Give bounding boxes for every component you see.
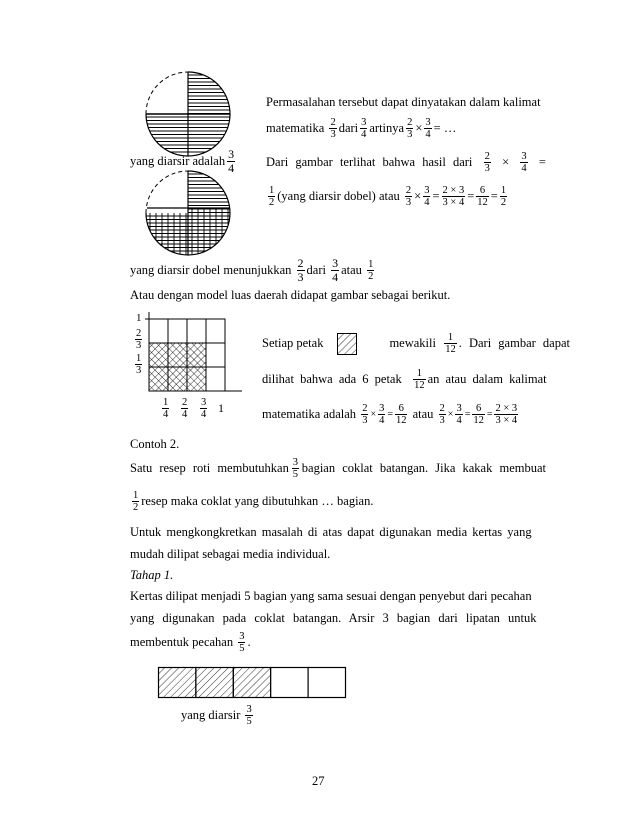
y-axis-one-third: $\frac{1}{3}$ — [136, 353, 142, 376]
fraction: $\frac{2 \times 3}{3 \times 4}$ — [495, 403, 518, 426]
circle-three-quarters — [145, 71, 231, 157]
circle-double-shaded — [145, 170, 231, 256]
folded-paper-bar — [158, 667, 346, 699]
step-line3: membentuk pecahan $\frac{3}{5}$ . — [130, 631, 251, 654]
double-shaded-line: yang diarsir dobel menunjukkan $\frac{2}{3}$ dari $\frac{3}{4}$ atau $\frac{1}{2}$ — [130, 256, 374, 284]
fraction: $\frac{6}{12}$ — [473, 403, 484, 426]
fraction: $\frac{1}{2}$ — [133, 490, 139, 513]
fraction: $\frac{3}{4}$ — [521, 151, 527, 174]
step-heading: Tahap 1. — [130, 568, 174, 582]
fraction: $\frac{3}{4}$ — [228, 147, 235, 175]
step-line2: yang digunakan pada coklat batangan. Arsir 3 bagian dari lipatan untuk — [130, 611, 537, 625]
block1-line4: $\frac{1}{2}$ (yang diarsir dobel) atau $\frac{2}{3}$ × $\frac{3}{4}$ = $\frac{2 \times 3}{3 \times 4}$ = $\frac{6}{12}$ = $\frac{1}{2}$ — [269, 185, 507, 208]
block1-line1: Permasalahan tersebut dapat dinyatakan dalam kalimat — [266, 95, 541, 109]
fraction: $\frac{1}{12}$ — [414, 368, 425, 391]
fraction: $\frac{1}{2}$ — [269, 185, 275, 208]
area-model-intro: Atau dengan model luas daerah didapat gambar sebagai berikut. — [130, 288, 451, 302]
recipe-line1: Satu resep roti membutuhkan $\frac{3}{5}$ bagian coklat batangan. Jika kakak membuat — [130, 457, 546, 480]
fraction: $\frac{2}{3}$ — [297, 256, 304, 284]
fraction: $\frac{1}{2}$ — [500, 185, 507, 208]
fraction: $\frac{6}{12}$ — [477, 185, 488, 208]
fraction: $\frac{2}{3}$ — [439, 403, 445, 426]
fraction: $\frac{2}{3}$ — [362, 403, 368, 426]
example-heading: Contoh 2. — [130, 437, 180, 451]
x-axis-three-quarters: $\frac{3}{4}$ — [201, 397, 207, 420]
y-axis-one: 1 — [136, 312, 142, 324]
bar-label: yang diarsir $\frac{3}{5}$ — [181, 704, 252, 727]
bar-part-shaded — [159, 668, 196, 698]
y-axis-two-thirds: $\frac{2}{3}$ — [136, 328, 142, 351]
block1-line2: matematika $\frac{2}{3}$ dari $\frac{3}{4}$ artinya $\frac{2}{3}$ × $\frac{3}{4}$ = … — [266, 117, 457, 140]
fraction: $\frac{3}{4}$ — [361, 117, 367, 140]
fraction: $\frac{1}{12}$ — [445, 332, 456, 355]
circle-label: yang diarsir adalah $\frac{3}{4}$ — [130, 147, 235, 175]
fraction: $\frac{3}{5}$ — [239, 631, 245, 654]
x-axis-one: 1 — [218, 401, 224, 415]
media-line2: mudah dilipat sebagai media individual. — [130, 547, 331, 561]
bar-part-empty — [308, 668, 345, 698]
block2-line2: dilihat bahwa ada 6 petak $\frac{1}{12}$ an atau dalam kalimat — [262, 368, 547, 391]
x-axis-two-quarters: $\frac{2}{4}$ — [182, 397, 188, 420]
fraction: $\frac{3}{4}$ — [332, 256, 339, 284]
media-line1: Untuk mengkongkretkan masalah di atas dapat digunakan media kertas yang — [130, 525, 532, 539]
fraction: $\frac{3}{5}$ — [292, 457, 298, 480]
bar-part-empty — [271, 668, 308, 698]
x-axis-one-quarter: $\frac{1}{4}$ — [163, 397, 169, 420]
fraction: $\frac{2}{3}$ — [330, 117, 336, 140]
block2-line3: matematika adalah $\frac{2}{3}$ × $\frac{3}{4}$ = $\frac{6}{12}$ atau $\frac{2}{3}$ × $\frac{3}{4}$ = $\frac{6}{12}$ = $\frac{2 \times 3}{3 \times 4}$ — [262, 403, 518, 426]
fraction: $\frac{2}{3}$ — [484, 151, 490, 174]
bar-part-shaded — [233, 668, 270, 698]
bar-part-shaded — [196, 668, 233, 698]
fraction: $\frac{3}{4}$ — [425, 117, 431, 140]
area-model-grid — [130, 310, 260, 420]
block2-line1: Setiap petak mewakili $\frac{1}{12}$ . Dari gambar dapat — [262, 332, 570, 355]
page-number: 27 — [312, 774, 325, 788]
fraction: $\frac{3}{5}$ — [246, 704, 252, 727]
fraction: $\frac{3}{4}$ — [456, 403, 462, 426]
fraction: $\frac{6}{12}$ — [395, 403, 407, 426]
fraction: $\frac{3}{4}$ — [379, 403, 385, 426]
fraction: $\frac{2}{3}$ — [405, 185, 412, 208]
step-line1: Kertas dilipat menjadi 5 bagian yang sama sesuai dengan penyebut dari pecahan — [130, 589, 532, 603]
fraction: $\frac{2}{3}$ — [407, 117, 413, 140]
block1-line3: Dari gambar terlihat bahwa hasil dari $\frac{2}{3}$ × $\frac{3}{4}$ = — [266, 151, 546, 174]
recipe-line2: $\frac{1}{2}$ resep maka coklat yang dibutuhkan … bagian. — [133, 490, 374, 513]
fraction: $\frac{2 \times 3}{3 \times 4}$ — [442, 185, 465, 208]
fraction: $\frac{3}{4}$ — [424, 185, 430, 208]
single-cell-icon — [337, 333, 357, 355]
fraction: $\frac{1}{2}$ — [368, 259, 374, 282]
